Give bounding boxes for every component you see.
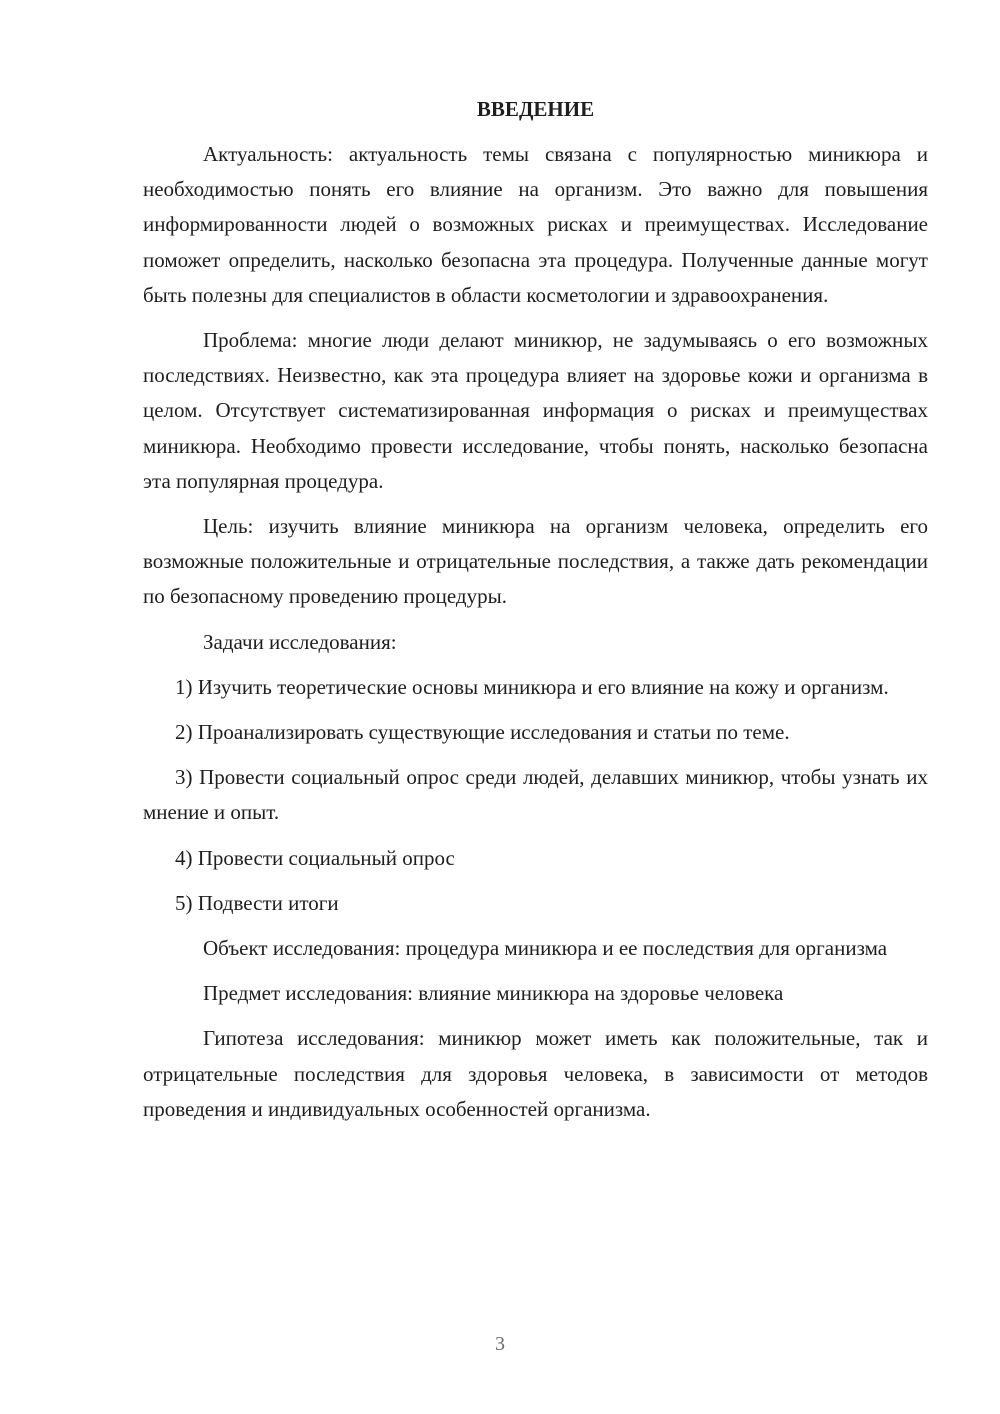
page-number: 3 [495, 1333, 505, 1355]
task-item-5: 5) Подвести итоги [175, 890, 339, 915]
task-item-1: 1) Изучить теоретические основы миникюра и его влияние на кожу и организм. [175, 674, 889, 699]
paragraph-goal: Цель: изучить влияние миникюра на организм человека, определить его возможные положительные и отрицательные последствия, а также дать рекомендации по безопасному проведению процедуры. [143, 514, 928, 609]
document-page [143, 92, 928, 1137]
task-item-3: 3) Провести социальный опрос среди людей, делавших миникюр, чтобы узнать их мнение и опыт. [143, 765, 928, 825]
paragraph-object: Объект исследования: процедура миникюра и ее последствия для организма [203, 936, 888, 961]
task-item-4: 4) Провести социальный опрос [175, 845, 455, 870]
paragraph-relevance: Актуальность: актуальность темы связана с популярностью миникюра и необходимостью понять его влияние на организм. Это важно для повышения информированности людей о возможных рисках и преимуществах. Исследование поможет определить, насколько безопасна эта процедура. Полученные данные могут быть полезны для специалистов в области косметологии и здравоохранения. [143, 142, 928, 307]
paragraph-problem: Проблема: многие люди делают миникюр, не задумываясь о его возможных последствиях. Неизвестно, как эта процедура влияет на здоровье кожи и организма в целом. Отсутствует систематизированная информация о рисках и преимуществах миникюра. Необходимо провести исследование, чтобы понять, насколько безопасна эта популярная процедура. [143, 328, 928, 493]
paragraph-hypothesis: Гипотеза исследования: миникюр может иметь как положительные, так и отрицательные последствия для здоровья человека, в зависимости от методов проведения и индивидуальных особенностей организма. [143, 1026, 928, 1121]
section-title: ВВЕДЕНИЕ [476, 97, 595, 121]
paragraph-subject: Предмет исследования: влияние миникюра на здоровье человека [203, 981, 784, 1006]
task-item-2: 2) Проанализировать существующие исследования и статьи по теме. [175, 720, 790, 745]
tasks-heading: Задачи исследования: [203, 629, 397, 654]
